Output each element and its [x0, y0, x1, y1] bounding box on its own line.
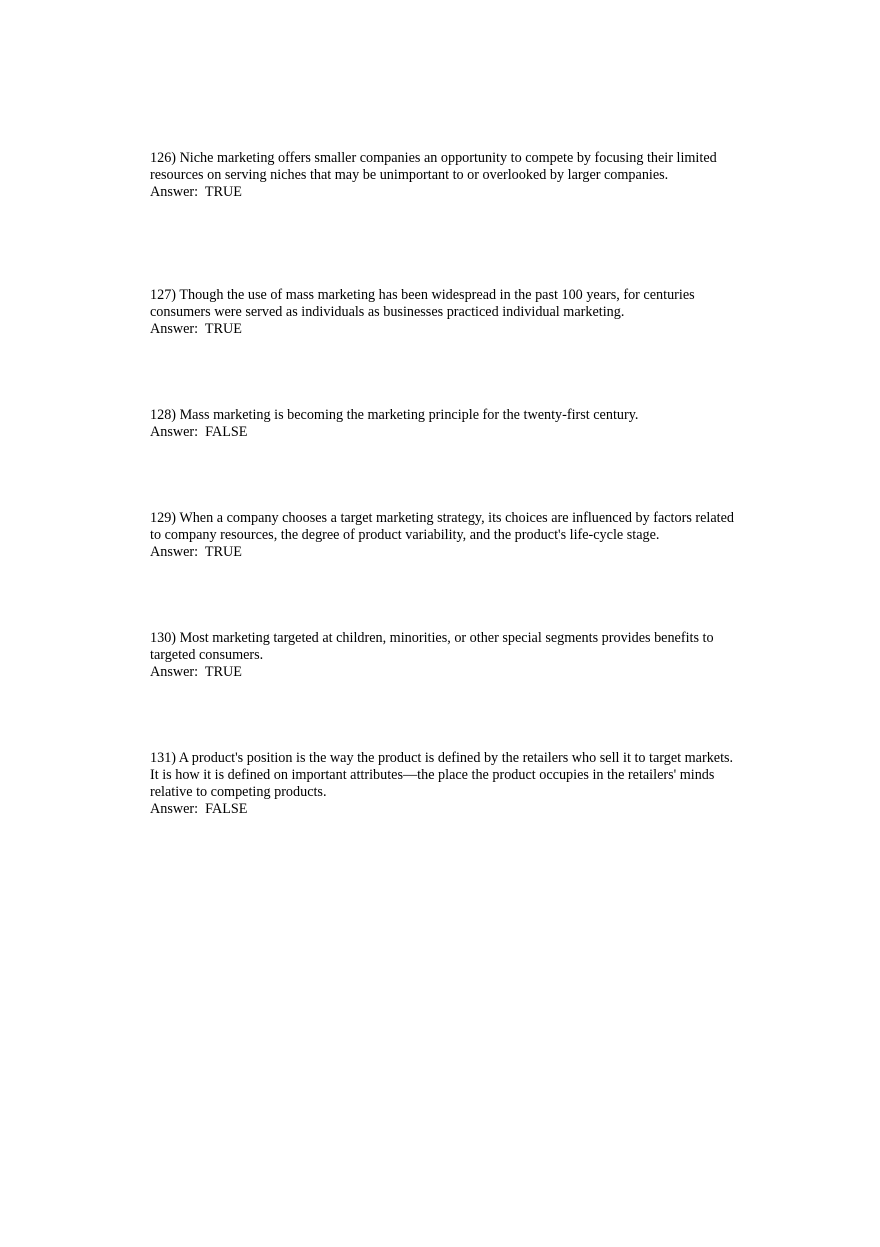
question-number: 127)	[150, 287, 177, 303]
answer-line	[150, 321, 740, 338]
answer-value: TRUE	[204, 321, 242, 337]
question-127	[150, 287, 740, 338]
question-body: A product's position is the way the product is defined by the retailers who sell it to target markets. It is how it is defined on important attributes—the place the product occupies in the retailers' minds relative to competing products.	[150, 750, 734, 800]
answer-label: Answer:	[150, 544, 199, 560]
question-body: Mass marketing is becoming the marketing principle for the twenty-first century.	[179, 407, 639, 423]
question-body: Though the use of mass marketing has been widespread in the past 100 years, for centuries consumers were served as individuals as businesses practiced individual marketing.	[150, 287, 695, 320]
answer-label: Answer:	[150, 184, 199, 200]
answer-line	[150, 424, 740, 441]
answer-label: Answer:	[150, 664, 199, 680]
answer-line	[150, 664, 740, 681]
question-number: 129)	[150, 510, 177, 526]
question-text	[150, 287, 740, 321]
question-129	[150, 510, 740, 561]
answer-label: Answer:	[150, 424, 199, 440]
question-128	[150, 407, 740, 441]
question-126	[150, 150, 740, 201]
question-number: 130)	[150, 630, 177, 646]
question-body: Most marketing targeted at children, minorities, or other special segments provides benefits to targeted consumers.	[150, 630, 714, 663]
question-text	[150, 510, 740, 544]
question-number: 131)	[150, 750, 177, 766]
question-text	[150, 750, 740, 801]
question-text	[150, 150, 740, 184]
answer-value: TRUE	[204, 184, 242, 200]
answer-value: TRUE	[204, 664, 242, 680]
question-body: When a company chooses a target marketing strategy, its choices are influenced by factors related to company resources, the degree of product variability, and the product's life-cycle stage.	[150, 510, 734, 543]
answer-value: FALSE	[205, 801, 248, 817]
question-131	[150, 750, 740, 818]
answer-line	[150, 184, 740, 201]
answer-line	[150, 544, 740, 561]
question-number: 126)	[150, 150, 177, 166]
answer-label: Answer:	[150, 801, 199, 817]
answer-value: FALSE	[205, 424, 248, 440]
question-body: Niche marketing offers smaller companies an opportunity to compete by focusing their limited resources on serving niches that may be unimportant to or overlooked by larger companies.	[150, 150, 717, 183]
question-130	[150, 630, 740, 681]
answer-value: TRUE	[204, 544, 242, 560]
answer-label: Answer:	[150, 321, 199, 337]
answer-line	[150, 801, 740, 818]
question-number: 128)	[150, 407, 177, 423]
question-text	[150, 407, 740, 424]
question-text	[150, 630, 740, 664]
